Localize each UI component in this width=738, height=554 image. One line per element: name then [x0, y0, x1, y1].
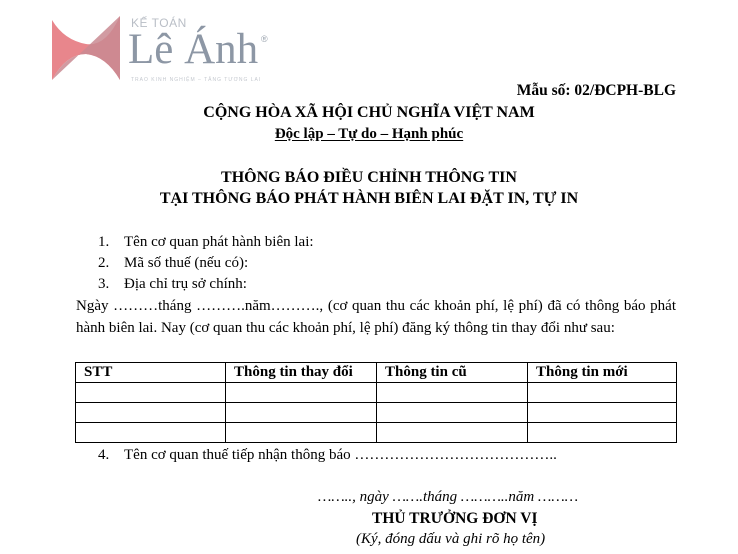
- list-item: [98, 255, 248, 272]
- item-text: Tên cơ quan thuế tiếp nhận thông báo …………………………………..: [124, 447, 557, 463]
- column-header-changed-info: Thông tin thay đổi: [226, 363, 377, 383]
- table-row: [76, 403, 677, 423]
- table-cell: [76, 383, 226, 403]
- table-cell: [76, 423, 226, 443]
- item-text: Mã số thuế (nếu có):: [124, 255, 249, 271]
- signature-note: (Ký, đóng dấu và ghi rõ họ tên): [356, 531, 546, 547]
- list-item: [98, 276, 247, 293]
- table-row: [76, 423, 677, 443]
- document-title-line1: THÔNG BÁO ĐIỀU CHỈNH THÔNG TIN: [221, 169, 517, 186]
- nation-heading: CỘNG HÒA XÃ HỘI CHỦ NGHĨA VIỆT NAM: [203, 104, 535, 121]
- item-text: Địa chỉ trụ sở chính:: [124, 276, 247, 292]
- form-number: Mẫu số: 02/ĐCPH-BLG: [516, 82, 676, 99]
- logo: [50, 14, 290, 84]
- item-number: 4.: [98, 447, 110, 463]
- motto-text: Độc lập – Tự do – Hạnh phúc: [274, 126, 464, 142]
- table-cell: [76, 403, 226, 423]
- table-cell: [528, 403, 677, 423]
- signature-date-line: …….., ngày …….tháng ………..năm ………: [318, 489, 579, 505]
- logo-mark-icon: [50, 14, 122, 82]
- table-cell: [528, 423, 677, 443]
- intro-paragraph: Ngày ………tháng ……….năm………., (cơ quan thu các khoản phí, lệ phí) đã có thông báo phát hành biên lai. Nay (cơ quan thu các khoản phí, lệ phí) đăng ký thông tin thay đổi như sau:: [76, 298, 676, 336]
- change-info-table: [75, 362, 677, 443]
- signature-title: THỦ TRƯỞNG ĐƠN VỊ: [372, 510, 538, 527]
- item-number: 2.: [98, 255, 110, 271]
- logo-prefix: KẾ TOÁN: [131, 16, 187, 30]
- table-cell: [226, 423, 377, 443]
- registered-icon: ®: [261, 34, 268, 44]
- table-cell: [377, 383, 528, 403]
- document-title-line2: TẠI THÔNG BÁO PHÁT HÀNH BIÊN LAI ĐẶT IN, TỰ IN: [159, 190, 579, 207]
- table-header-row: [76, 363, 677, 383]
- table-cell: [226, 403, 377, 423]
- column-header-new-info: Thông tin mới: [528, 363, 677, 383]
- item-number: 1.: [98, 234, 110, 250]
- list-item: [98, 447, 557, 464]
- column-header-stt: STT: [76, 363, 226, 383]
- item-text: Tên cơ quan phát hành biên lai:: [124, 234, 314, 250]
- table-row: [76, 383, 677, 403]
- logo-name: Lê Ánh: [128, 26, 259, 73]
- motto: [0, 126, 738, 143]
- table-cell: [377, 403, 528, 423]
- table-cell: [528, 383, 677, 403]
- column-header-old-info: Thông tin cũ: [377, 363, 528, 383]
- list-item: [98, 234, 314, 251]
- logo-slogan: TRAO KINH NGHIỆM – TĂNG TƯƠNG LAI: [131, 77, 262, 83]
- item-number: 3.: [98, 276, 110, 292]
- table-cell: [226, 383, 377, 403]
- table-cell: [377, 423, 528, 443]
